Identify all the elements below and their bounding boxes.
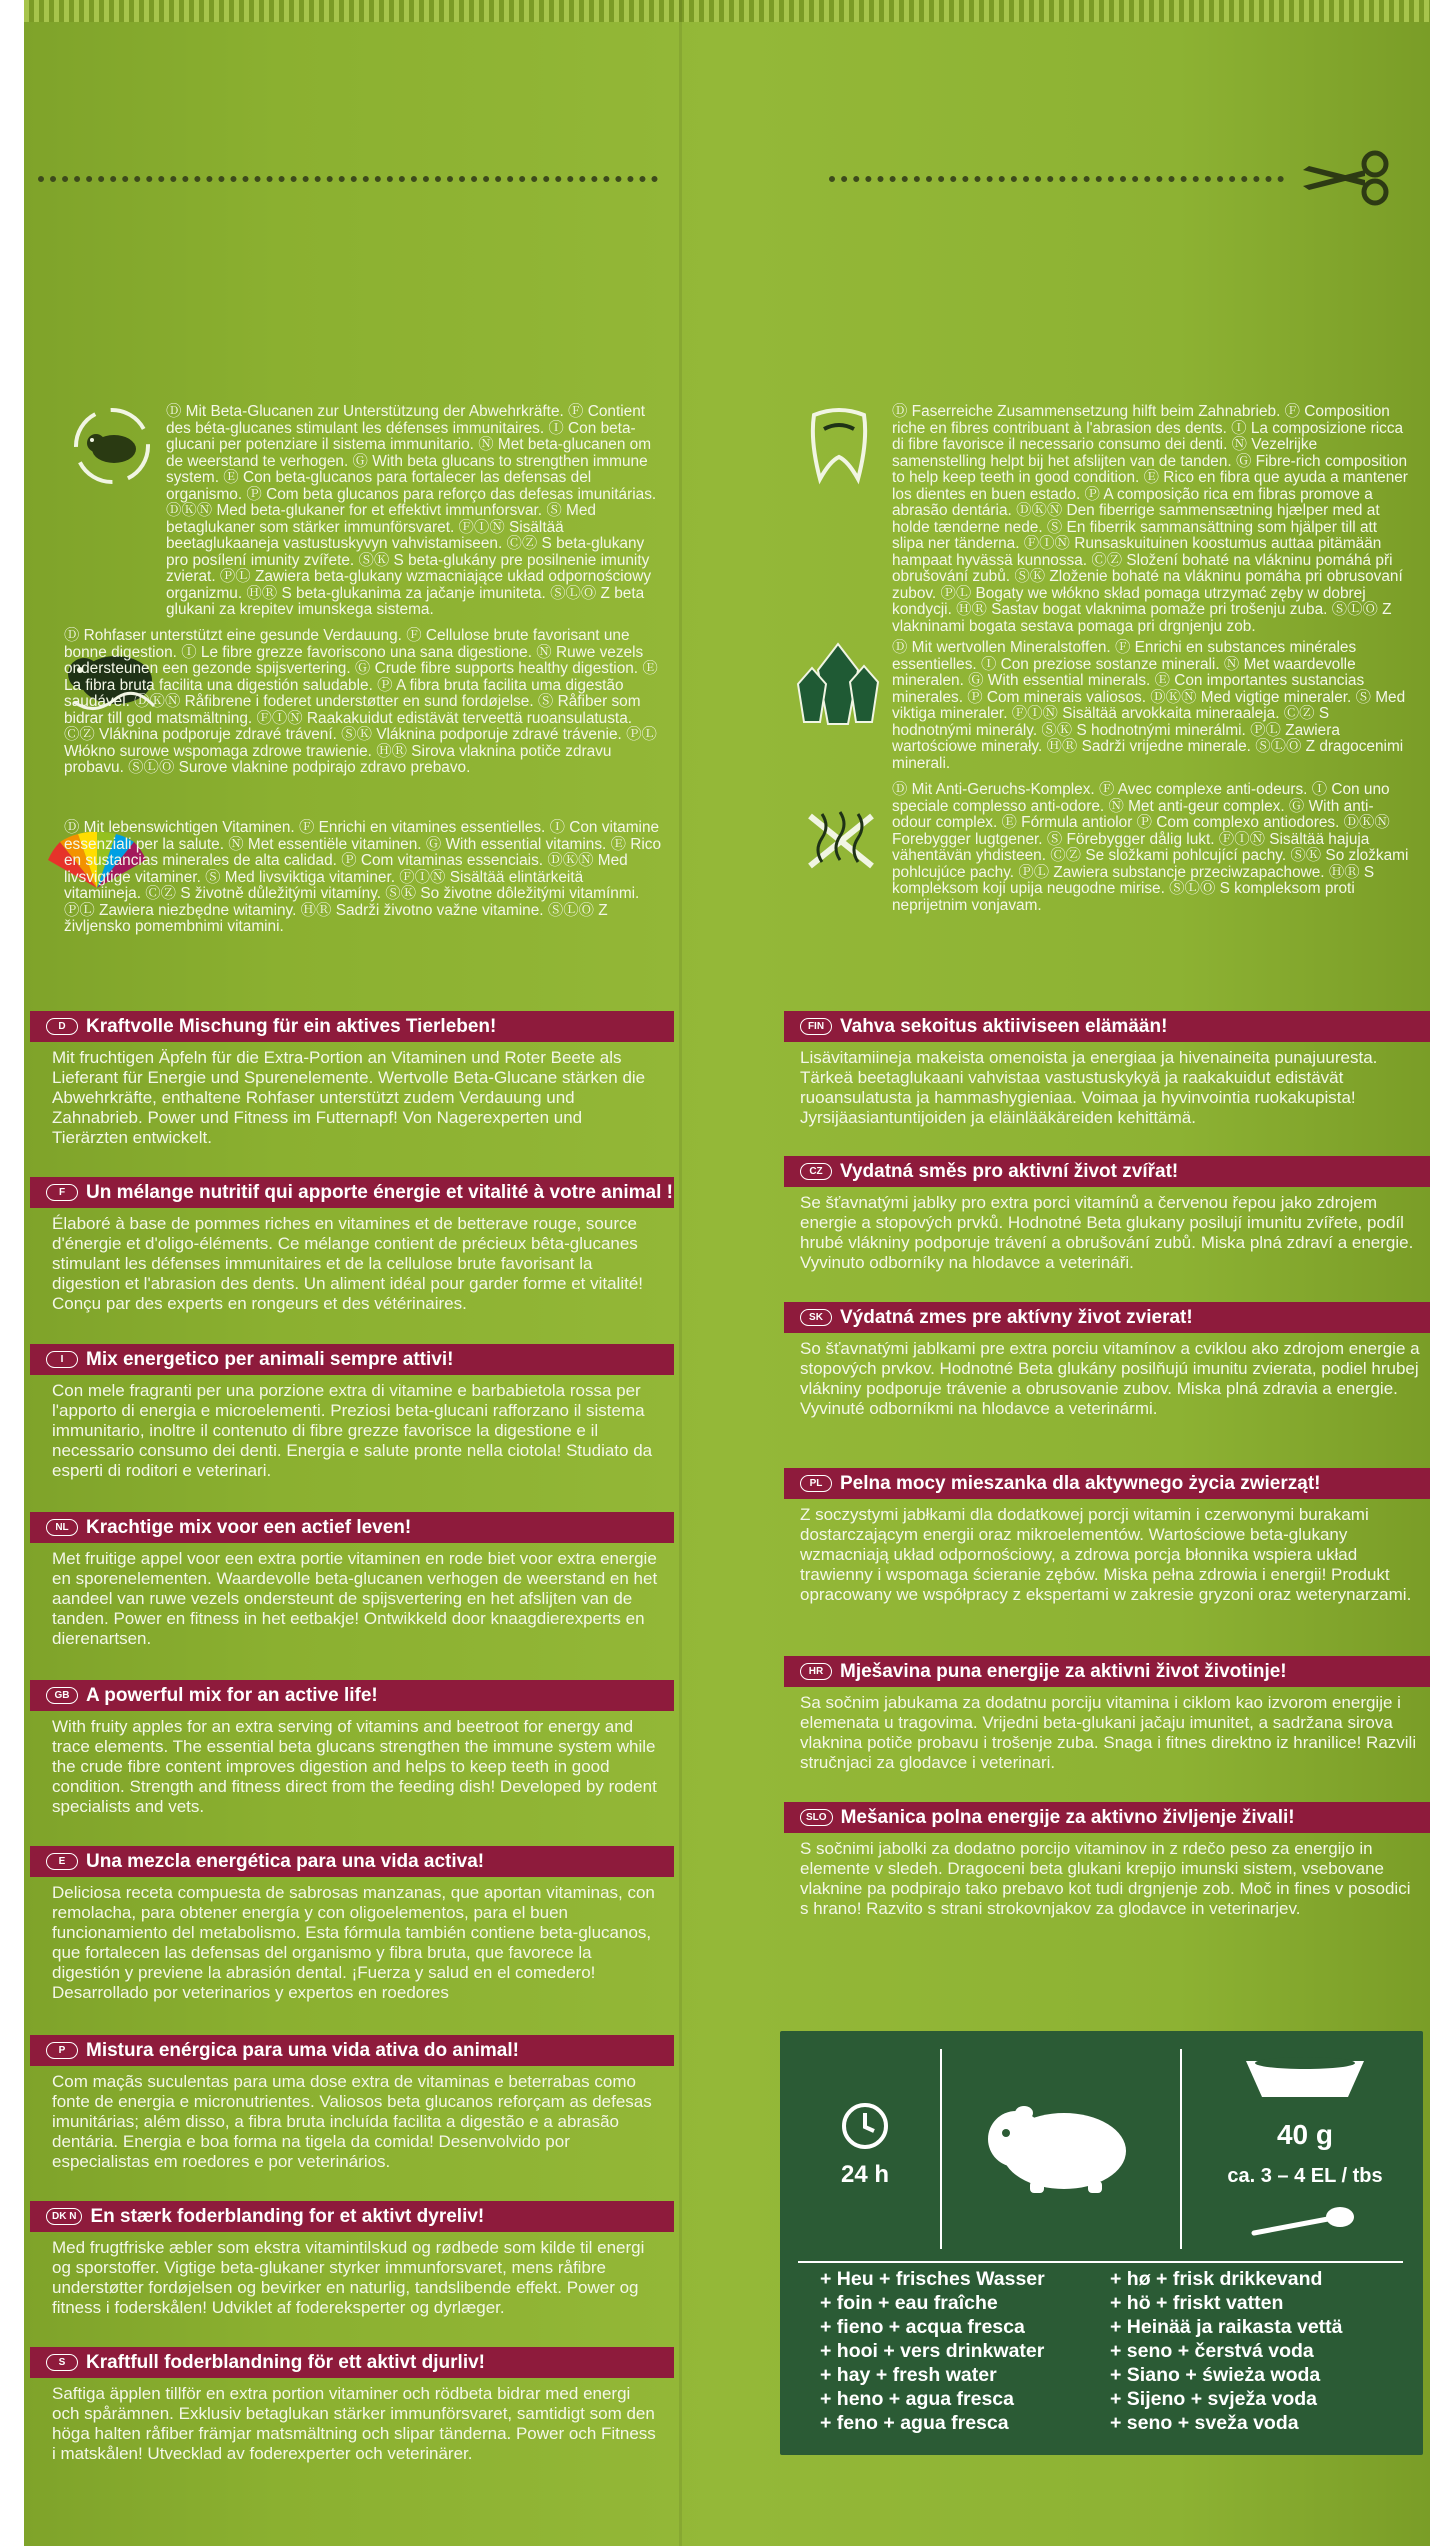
feeding-recommendation-panel <box>780 2031 1423 2455</box>
lang-body-e: Deliciosa receta compuesta de sabrosas manzanas, que aportan vitaminas, con remolacha, para obtener energía y con oligoelementos, para el buen funcionamiento del metabolismo. Esta fórmula también contiene beta-glucanos, que fortalecen las defensas del organismo y fibra bruta, que favorece la digestión y previene la abrasión dental. ¡Fuerza y salud en el comedero! Desarrollado por veterinarios y expertos en roedores <box>52 1883 655 2002</box>
benefit-text: Ⓓ Mit wertvollen Mineralstoffen. Ⓕ Enrichi en substances minérales essentielles. Ⓘ Con preziose sostanze minerali. Ⓝ Met waardevolle mineralen. Ⓖ With essential minerals. Ⓔ Con importantes sustancias minerales. Ⓟ Com minerais valiosos. ⒹⓀⓃ Med vigtige mineraler. Ⓢ Med viktiga mineraler. ⒻⒾⓃ Sisältää arvokkaita mineraaleja. ⒸⓏ S hodnotnými minerály. ⓈⓀ S hodnotnými minerálmi. ⓅⓁ Zawiera wartościowe minerały. ⒽⓇ Sadrži vrijedne minerale. ⓈⓁⓄ Z dragocenimi minerali. <box>892 639 1406 772</box>
list-item: + Heu + frisches Wasser <box>820 2268 1045 2290</box>
guinea-pig-icon <box>980 2091 1140 2201</box>
water-hay-list-right <box>1110 2267 1410 2435</box>
list-item: + fieno + acqua fresca <box>820 2316 1025 2338</box>
lang-header-pl <box>784 1468 1430 1499</box>
list-item: + hö + friskt vatten <box>1110 2292 1284 2314</box>
feeding-spoons: ca. 3 – 4 EL / tbs <box>1227 2165 1383 2187</box>
lang-badge: P <box>46 2042 78 2059</box>
lang-title: Kraftvolle Mischung für ein aktives Tierleben! <box>86 1016 497 1037</box>
scissors-icon <box>1299 150 1399 206</box>
benefit-immunity <box>166 404 666 619</box>
lang-header-slo <box>784 1802 1430 1833</box>
lang-badge: CZ <box>800 1163 832 1180</box>
list-item: + feno + agua fresca <box>820 2412 1009 2434</box>
lang-header-e <box>30 1846 674 1877</box>
water-hay-list-left <box>820 2267 1100 2435</box>
panel-divider <box>798 2261 1403 2263</box>
list-item: + hay + fresh water <box>820 2364 997 2386</box>
lang-badge: I <box>46 1351 78 1368</box>
lang-badge: F <box>46 1184 78 1201</box>
lang-badge: SK <box>800 1309 832 1326</box>
lang-header-fin <box>784 1011 1430 1042</box>
list-item: + seno + sveža voda <box>1110 2412 1299 2434</box>
food-bowl-icon <box>1240 2051 1370 2103</box>
benefit-text: Ⓓ Mit lebenswichtigen Vitaminen. Ⓕ Enrichi en vitamines essentielles. Ⓘ Con vitamine essenziali per la salute. Ⓝ Met essentiële vitaminen. Ⓖ With essential vitamins. Ⓔ Rico en sustancias minerales de alta calidad. Ⓟ Com vitaminas essenciais. ⒹⓀⓃ Med livsvigtige vitaminer. Ⓢ Med livsviktiga vitaminer. ⒻⒾⓃ Sisältää elintärkeitä vitamiineja. ⒸⓏ S životně důležitými vitamíny. ⓈⓀ So životne dôležitými vitamínmi. ⓅⓁ Zawiera niezbędne witaminy. ⒽⓇ Sadrži životno važne vitamine. ⓈⓁⓄ Z življensko pomembnimi vitamini. <box>64 819 662 935</box>
lang-badge: E <box>46 1853 78 1870</box>
lang-body-d: Mit fruchtigen Äpfeln für die Extra-Portion an Vitaminen und Roter Beete als Lieferant für Energie und Spurenelemente. Wertvolle Beta-Glucane stärken die Abwehrkräfte, enthaltene Rohfaser unterstützt zudem Verdauung und Zahnabrieb. Power und Fitness im Futternapf! Von Nagerexperten und Tierärzten entwickelt. <box>52 1048 646 1147</box>
lang-header-hr <box>784 1656 1430 1687</box>
panel-divider <box>1180 2049 1182 2249</box>
lang-title: Mix energetico per animali sempre attivi! <box>86 1349 454 1370</box>
lang-title: Mešanica polna energije za aktivno življenje živali! <box>840 1807 1295 1828</box>
list-item: + Siano + świeża woda <box>1110 2364 1321 2386</box>
benefit-text: Ⓓ Faserreiche Zusammensetzung hilft beim Zahnabrieb. Ⓕ Composition riche en fibres contribuant à l'abrasion des dents. Ⓘ La composizione ricca di fibre favorisce il necessario consumo dei denti. Ⓝ Vezelrijke samenstelling helpt bij het afslijten van de tanden. Ⓖ Fibre-rich composition to help keep teeth in good condition. Ⓔ Rico en fibra que ayuda a mantener los dientes en buen estado. Ⓟ A composição rica em fibras promove a abrasão dentária. ⒹⓀⓃ Den fiberrige sammensætning hjælper med at holde tænderne nede. Ⓢ En fiberrik sammansättning som hjälper till att slipa ner tänderna. ⒻⒾⓃ Runsaskuituinen koostumus auttaa pitämään hampaat hyvässä kunnossa. ⒸⓏ Složení bohaté na vlákninu pomáhá při obrušování zubů. ⓈⓀ Zloženie bohaté na vlákninu pomáha pri obrusovaní zubov. ⓅⓁ Bogaty we włókno skład pomaga utrzymać zęby w dobrej kondycji. ⒽⓇ Sastav bogat vlaknima pomaže pri trošenju zuba. ⓈⓁⓄ Z vlakninami bogata sestava pomaga pri drgnjenju zob. <box>892 403 1408 635</box>
lang-header-cz <box>784 1156 1430 1187</box>
list-item: + foin + eau fraîche <box>820 2292 998 2314</box>
feeding-amount: 40 g <box>1276 2119 1334 2150</box>
lang-body-p: Com maçãs suculentas para uma dose extra de vitaminas e beterrabas como fonte de energia e micronutrientes. Valiosos beta glucanos reforçam as defesas imunitárias; além disso, a fibra bruta incluída facilita a digestão e a abrasão dentária. Energia e boa forma na tigela da comida! Desenvolvido por especialistas em roedores e por veterinários. <box>52 2072 652 2171</box>
benefit-vitamins <box>64 820 664 936</box>
lang-title: Krachtige mix voor een actief leven! <box>86 1517 412 1538</box>
list-item: + Sijeno + svježa voda <box>1110 2388 1318 2410</box>
lang-header-gb <box>30 1680 674 1711</box>
lang-badge: FIN <box>800 1018 832 1035</box>
lang-body-pl: Z soczystymi jabłkami dla dodatkowej porcji witamin i czerwonymi burakami dostarczającym energii oraz mikroelementów. Wartościowe beta-glukany wzmacniają układ odpornościowy, a zdrowa porcja błonnika wspiera układ trawienny i wspomaga ścieranie zębów. Miska pełna zdrowia i energii! Produkt opracowany we współpracy z ekspertami w zakresie gryzoni oraz weterynarzami. <box>800 1505 1412 1604</box>
feeding-time: 24 h <box>840 2161 890 2188</box>
clock-icon <box>840 2101 890 2151</box>
list-item: + hø + frisk drikkevand <box>1110 2268 1323 2290</box>
benefit-minerals <box>892 640 1412 772</box>
benefit-digestion <box>64 628 664 777</box>
lang-header-sk <box>784 1302 1430 1333</box>
lang-badge: PL <box>800 1475 832 1492</box>
fold-line <box>679 0 682 2546</box>
lang-title: Kraftfull foderblandning för ett aktivt djurliv! <box>86 2352 485 2373</box>
lang-body-cz: Se šťavnatými jablky pro extra porci vitamínů a červenou řepou jako zdrojem energie a stopových prvků. Hodnotné Beta glukany posilují imunitu zvířete, podíl hrubé vlákniny podporuje trávení a obrušování zubů. Miska plná zdraví a energie. Vyvinuto odborníky na hlodavce a veterináři. <box>800 1193 1414 1272</box>
lang-title: En stærk foderblanding for et aktivt dyreliv! <box>90 2206 485 2227</box>
lang-body-i: Con mele fragranti per una porzione extra di vitamine e barbabietola rossa per l'apporto di energia e microelementi. Preziosi beta-glucani rafforzano il sistema immunitario, inoltre il contenuto di fibre grezze favorisce la digestione e il necessario consumo dei denti. Energia e salute pronte nella ciotola! Studiato da esperti di roditori e veterinari. <box>52 1381 653 1480</box>
lang-title: Mistura enérgica para uma vida ativa do animal! <box>86 2040 519 2061</box>
lang-title: Mješavina puna energije za aktivni život životinje! <box>840 1661 1287 1682</box>
list-item: + heno + agua fresca <box>820 2388 1015 2410</box>
list-item: + Heinää ja raikasta vettä <box>1110 2316 1343 2338</box>
lang-body-sk: So šťavnatými jablkami pre extra porciu vitamínov a cviklou ako zdrojom energie a stopových prvkov. Hodnotné Beta glukány posilňujú imunitu zvierata, podiel hrubej vlákniny podporuje trávenie a obrusovanie zubov. Miska plná zdravia a energie. Vyvinuté odborníkmi na hlodavce a veterinármi. <box>800 1339 1420 1418</box>
benefit-text: Ⓓ Mit Anti-Geruchs-Komplex. Ⓕ Avec complexe anti-odeurs. Ⓘ Con uno speciale complesso anti-odore. Ⓝ Met anti-geur complex. Ⓖ With anti-odour complex. Ⓔ Fórmula antiolor Ⓟ Com complexo antiodores. ⒹⓀⓃ Forebygger lugtgener. Ⓢ Förebygger dålig lukt. ⒻⒾⓃ Sisältää hajuja vähentävän yhdisteen. ⒸⓏ Se složkami pohlcující pachy. ⓈⓀ So zložkami pohlcujúce pachy. ⓅⓁ Zawiera substancje przeciwzapachowe. ⒽⓇ S kompleksom koji upija neugodne mirise. ⓈⓁⓄ S kompleksom proti neprijetnim vonjavam. <box>892 781 1409 914</box>
lang-badge: S <box>46 2354 78 2371</box>
lang-body-f: Élaboré à base de pommes riches en vitamines et de betterave rouge, source d'énergie et d'oligo-éléments. Ce mélange contient de précieux bêta-glucanes stimulant les défenses immunitaires et de la cellulose brute favorisant la digestion et l'abrasion des dents. Un aliment idéal pour garder forme et vitalité! Conçu par des experts en rongeurs et des vétérinaires. <box>52 1214 644 1313</box>
lang-header-dk-n <box>30 2201 674 2232</box>
lang-header-f <box>30 1177 674 1208</box>
lang-title: Vahva sekoitus aktiiviseen elämään! <box>840 1016 1168 1037</box>
bag-seal <box>24 0 1430 22</box>
lang-title: Vydatná směs pro aktivní život zvířat! <box>840 1161 1179 1182</box>
lang-badge: GB <box>46 1687 78 1704</box>
lang-header-i <box>30 1344 674 1375</box>
cut-line-right <box>829 176 1284 182</box>
lang-title: Una mezcla energética para una vida activa! <box>86 1851 485 1872</box>
shield-guinea-pig-icon <box>62 405 162 487</box>
lang-header-s <box>30 2347 674 2378</box>
lang-header-d <box>30 1011 674 1042</box>
lang-badge: DK N <box>46 2208 82 2225</box>
lang-header-p <box>30 2035 674 2066</box>
lang-badge: D <box>46 1018 78 1035</box>
list-item: + hooi + vers drinkwater <box>820 2340 1045 2362</box>
tooth-icon <box>804 407 874 487</box>
spoon-icon <box>1250 2203 1360 2239</box>
lang-badge: SLO <box>800 1809 833 1826</box>
lang-title: A powerful mix for an active life! <box>86 1685 378 1706</box>
lang-body-slo: S sočnimi jabolki za dodatno porcijo vitaminov in z rdečo peso za energijo in elemente v sledeh. Dragoceni beta glukani krepijo imunski sistem, vsebovane vlaknine pa podpirajo tako prebavo kot tudi drgnjenje zob. Moč in fines v posodici s hrano! Razvito s strani strokovnjakov za glodavce in veterinarjev. <box>800 1839 1411 1918</box>
lang-badge: NL <box>46 1519 78 1536</box>
lang-body-hr: Sa sočnim jabukama za dodatnu porciju vitamina i ciklom kao izvorom energije i elemenata u tragovima. Vrijedni beta-glukani jačaju imunitet, a sadržana sirova vlaknina potiče probavu i trošenje zuba. Snaga i fitnes direktno iz hranilice! Razvili stručnjaci za glodavce i veterinari. <box>800 1693 1417 1772</box>
list-item: + seno + čerstvá voda <box>1110 2340 1314 2362</box>
benefit-anti-odour <box>892 782 1412 914</box>
benefit-text: Ⓓ Mit Beta-Glucanen zur Unterstützung der Abwehrkräfte. Ⓕ Contient des béta-glucanes stimulant les défenses immunitaires. Ⓘ Con beta-glucani per potenziare il sistema immunitario. Ⓝ Met beta-glucanen om de weerstand te verhogen. Ⓖ With beta glucans to strengthen immune system. Ⓔ Con beta-glucanos para fortalecer las defensas del organismo. Ⓟ Com beta glucanos para reforço das defesas imunitárias. ⒹⓀⓃ Med beta-glukaner for et effektivt immunforsvar. Ⓢ Med betaglukaner som stärker immunförsvaret. ⒻⒾⓃ Sisältää beetaglukaaneja vastustuskyvyn vahvistamiseen. ⒸⓏ S beta-glukany pro posílení imunity zvířete. ⓈⓀ S beta-glukány pre posilnenie imunity zvierat. ⓅⓁ Zawiera beta-glukany wzmacniające układ odpornościowy organizmu. ⒽⓇ S beta-glukanima za jačanje imuniteta. ⓈⓁⓄ Z beta glukani za krepitev imunskega sistema. <box>166 403 657 618</box>
lang-header-nl <box>30 1512 674 1543</box>
lang-body-nl: Met fruitige appel voor een extra portie vitaminen en rode biet voor extra energie en sporenelementen. Waardevolle beta-glucanen verhogen de weerstand en het aandeel van ruwe vezels ondersteunt de spijsvertering en het afslijten van de tanden. Power en fitness in het eetbakje! Ontwikkeld door knaagdierexperts en dierenartsen. <box>52 1549 658 1648</box>
mineral-crystal-icon <box>792 640 884 732</box>
benefit-text: Ⓓ Rohfaser unterstützt eine gesunde Verdauung. Ⓕ Cellulose brute favorisant une bonne digestion. Ⓘ Le fibre grezze favoriscono una sana digestione. Ⓝ Ruwe vezels ondersteunen een gezonde spijsvertering. Ⓖ Crude fibre supports healthy digestion. Ⓔ La fibra bruta facilita una digestión saludable. Ⓟ A fibra bruta facilita uma digestão saudável. ⒹⓀⓃ Råfibrene i foderet understøtter en sund fordøjelse. Ⓢ Råfiber som bidrar till god matsmältning. ⒻⒾⓃ Raakakuidut edistävät terveettä ruoansulatusta. ⒸⓏ Vláknina podporuje zdravé trávení. ⓈⓀ Vláknina podporuje zdravé trávenie. ⓅⓁ Włókno surowe wspomaga zdrowe trawienie. ⒽⓇ Sirova vlaknina potiče zdravu probavu. ⓈⓁⓄ Surove vlaknine podpirajo zdravo prebavo. <box>64 627 658 776</box>
lang-title: Výdatná zmes pre aktívny život zvierat! <box>840 1307 1193 1328</box>
lang-body-fin: Lisävitamiineja makeista omenoista ja energiaa ja hivenaineita punajuuresta. Tärkeä beetaglukaani vahvistaa vastustuskykyä ja raakakuidut edistävät ruoansulatusta ja hammashygieniaa. Voimaa ja hyvinvointia ruokakupista! Jyrsijäasiantuntijoiden ja eläinlääkäreiden kehittämä. <box>800 1048 1378 1127</box>
lang-title: Pelna mocy mieszanka dla aktywnego życia zwierząt! <box>840 1473 1321 1494</box>
panel-divider <box>940 2049 942 2249</box>
benefit-teeth <box>892 404 1412 635</box>
anti-odour-icon <box>802 806 880 876</box>
lang-badge: HR <box>800 1663 832 1680</box>
lang-body-s: Saftiga äpplen tillför en extra portion vitaminer och rödbeta bidrar med energi och spårämnen. Exklusiv betaglukan stärker immunförsvaret, samtidigt som den höga halten råfiber främjar matsmältning och slipar tänderna. Power och Fitness i matskålen! Utvecklad av foderexperter och veterinärer. <box>52 2384 656 2463</box>
lang-body-gb: With fruity apples for an extra serving of vitamins and beetroot for energy and trace elements. The essential beta glucans strengthen the immune system while the crude fibre content improves digestion and helps to keep teeth in good condition. Strength and fitness direct from the feeding dish! Developed by rodent specialists and vets. <box>52 1717 657 1816</box>
cut-line-left <box>38 176 658 182</box>
lang-body-dk-n: Med frugtfriske æbler som ekstra vitamintilskud og rødbede som kilde til energi og sporstoffer. Vigtige beta-glukaner styrker immunforsvaret, mens råfibre understøtter fordøjelsen og bevirker en naturlig, tandslibende effekt. Power og fitness i foderskålen! Udviklet af fodereksperter og dyrlæger. <box>52 2238 645 2317</box>
lang-title: Un mélange nutritif qui apporte énergie et vitalité à votre animal ! <box>86 1182 674 1203</box>
